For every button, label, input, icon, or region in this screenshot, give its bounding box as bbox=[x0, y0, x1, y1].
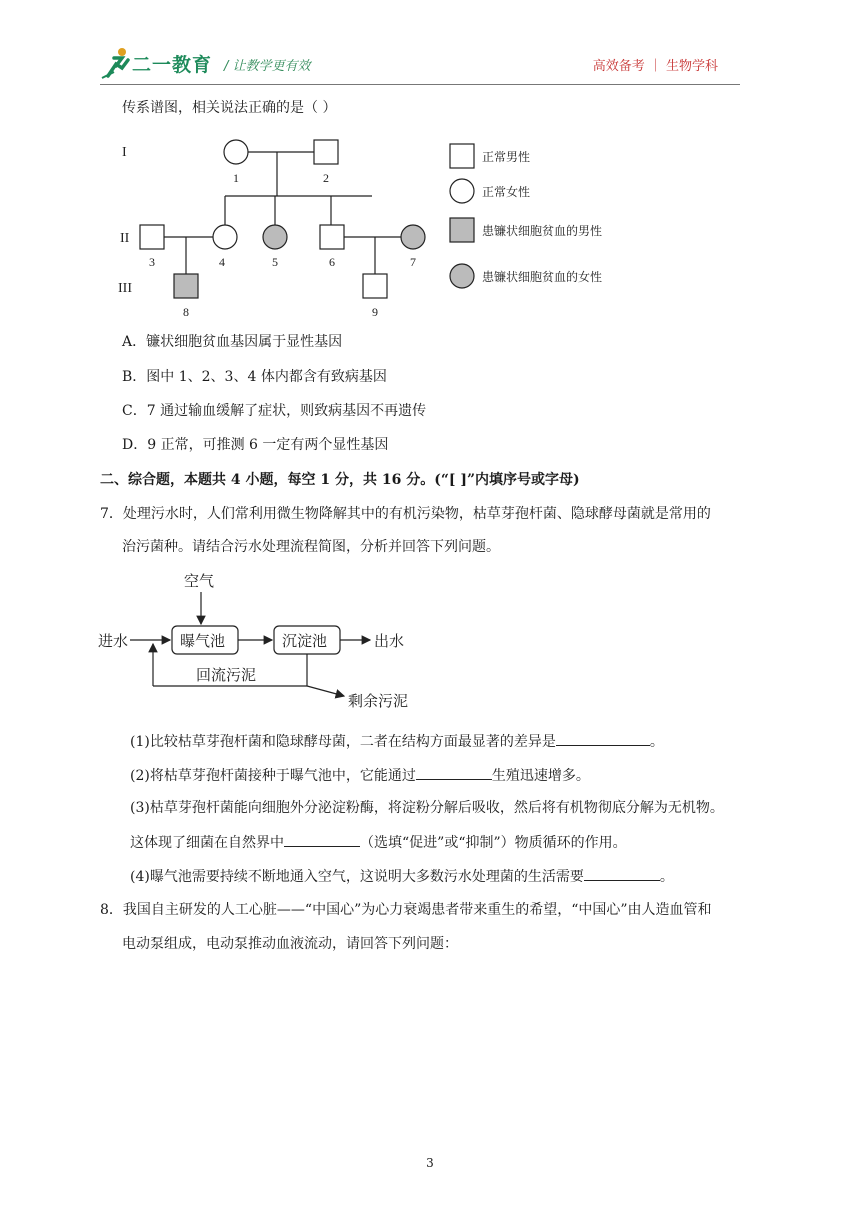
individual-8 bbox=[174, 274, 198, 298]
slogan: / 让教学更有效 bbox=[224, 59, 311, 74]
q7-sub-4 bbox=[130, 866, 674, 887]
q7-sub-1 bbox=[130, 731, 664, 752]
individual-6 bbox=[320, 225, 344, 249]
q7-sub-2-end: 生殖迅速增多。 bbox=[491, 768, 590, 784]
label-6: 6 bbox=[329, 255, 335, 269]
flow-air: 空气 bbox=[184, 572, 215, 590]
option-c: C．7 通过输血缓解了症状，则致病基因不再遗传 bbox=[122, 403, 427, 419]
q7-sub-4-text: (4)曝气池需要持续不断地通入空气，这说明大多数污水处理菌的生活需要 bbox=[130, 869, 584, 885]
q7-sub-3-end: （选填“促进”或“抑制”）物质循环的作用。 bbox=[360, 835, 627, 851]
header-tagline: 高效备考 ｜ 生物学科 bbox=[592, 59, 718, 74]
section-2-heading: 二、综合题，本题共 4 小题，每空 1 分，共 16 分。(“[ ]”内填序号或字母) bbox=[100, 472, 580, 488]
option-d: D．9 正常，可推测 6 一定有两个显性基因 bbox=[122, 437, 389, 453]
q7-sub-2-text: (2)将枯草芽孢杆菌接种于曝气池中，它能通过 bbox=[130, 768, 416, 784]
q7-sub-4-end: 。 bbox=[659, 869, 674, 885]
label-3: 3 bbox=[149, 255, 155, 269]
q7-sub-2 bbox=[130, 765, 590, 786]
runner-logo-icon bbox=[100, 46, 134, 80]
label-9: 9 bbox=[372, 305, 378, 319]
q7-sub-4-blank[interactable] bbox=[584, 866, 660, 881]
flow-excess-sludge: 剩余污泥 bbox=[348, 692, 409, 710]
flow-aeration-tank: 曝气池 bbox=[180, 632, 226, 650]
label-1: 1 bbox=[233, 171, 239, 185]
header-divider bbox=[100, 84, 740, 85]
q7-sub-3-text: 这体现了细菌在自然界中 bbox=[130, 835, 284, 851]
question-stem-tail: 传系谱图，相关说法正确的是（ ） bbox=[122, 100, 337, 116]
q7-sub-1-text: (1)比较枯草芽孢杆菌和隐球酵母菌，二者在结构方面最显著的差异是 bbox=[130, 734, 556, 750]
q8-line-1: 8．我国自主研发的人工心脏——“中国心”为心力衰竭患者带来重生的希望，“中国心”由人造血管和 bbox=[100, 902, 712, 918]
q7-sub-3-line-1: (3)枯草芽孢杆菌能向细胞外分泌淀粉酶，将淀粉分解后吸收，然后将有机物彻底分解为无机物。 bbox=[130, 800, 724, 816]
legend-normal-male-icon bbox=[450, 144, 474, 168]
option-a: A．镰状细胞贫血基因属于显性基因 bbox=[122, 334, 343, 350]
individual-1 bbox=[224, 140, 248, 164]
q7-sub-3-line-2 bbox=[130, 832, 627, 853]
q7-sub-2-blank[interactable] bbox=[416, 765, 492, 780]
legend-normal-female: 正常女性 bbox=[482, 185, 531, 199]
page-header bbox=[100, 46, 740, 86]
logo-text: 二一教育 bbox=[132, 54, 213, 76]
individual-4 bbox=[213, 225, 237, 249]
pedigree-chart bbox=[110, 130, 640, 320]
individual-9 bbox=[363, 274, 387, 298]
q7-sub-1-end: 。 bbox=[649, 734, 664, 750]
individual-2 bbox=[314, 140, 338, 164]
label-4: 4 bbox=[219, 255, 225, 269]
legend-affected-female: 患镰状细胞贫血的女性 bbox=[482, 270, 603, 284]
option-b: B．图中 1、2、3、4 体内都含有致病基因 bbox=[122, 369, 387, 385]
legend-normal-male: 正常男性 bbox=[482, 150, 531, 164]
label-2: 2 bbox=[323, 171, 329, 185]
individual-3 bbox=[140, 225, 164, 249]
generation-label-iii: III bbox=[118, 281, 132, 296]
individual-5 bbox=[263, 225, 287, 249]
wastewater-flow-diagram bbox=[96, 566, 426, 716]
generation-label-ii: II bbox=[120, 231, 130, 246]
flow-inlet: 进水 bbox=[98, 632, 129, 650]
legend-affected-female-icon bbox=[450, 264, 474, 288]
label-8: 8 bbox=[183, 305, 189, 319]
legend-affected-male-icon bbox=[450, 218, 474, 242]
q8-line-2: 电动泵组成，电动泵推动血液流动，请回答下列问题： bbox=[122, 936, 458, 952]
generation-label-i: I bbox=[122, 145, 127, 160]
q7-sub-3-blank[interactable] bbox=[284, 832, 360, 847]
legend-affected-male: 患镰状细胞贫血的男性 bbox=[482, 224, 603, 238]
page-number: 3 bbox=[426, 1156, 434, 1170]
label-5: 5 bbox=[272, 255, 278, 269]
q7-sub-1-blank[interactable] bbox=[556, 731, 650, 746]
flow-outlet: 出水 bbox=[374, 632, 405, 650]
label-7: 7 bbox=[410, 255, 416, 269]
flow-sedimentation-tank: 沉淀池 bbox=[282, 632, 328, 650]
legend-normal-female-icon bbox=[450, 179, 474, 203]
q7-line-2: 治污菌种。请结合污水处理流程简图，分析并回答下列问题。 bbox=[122, 539, 500, 555]
individual-7 bbox=[401, 225, 425, 249]
q7-line-1: 7．处理污水时，人们常利用微生物降解其中的有机污染物，枯草芽孢杆菌、隐球酵母菌就是常用的 bbox=[100, 506, 711, 522]
flow-return-sludge: 回流污泥 bbox=[196, 666, 257, 684]
